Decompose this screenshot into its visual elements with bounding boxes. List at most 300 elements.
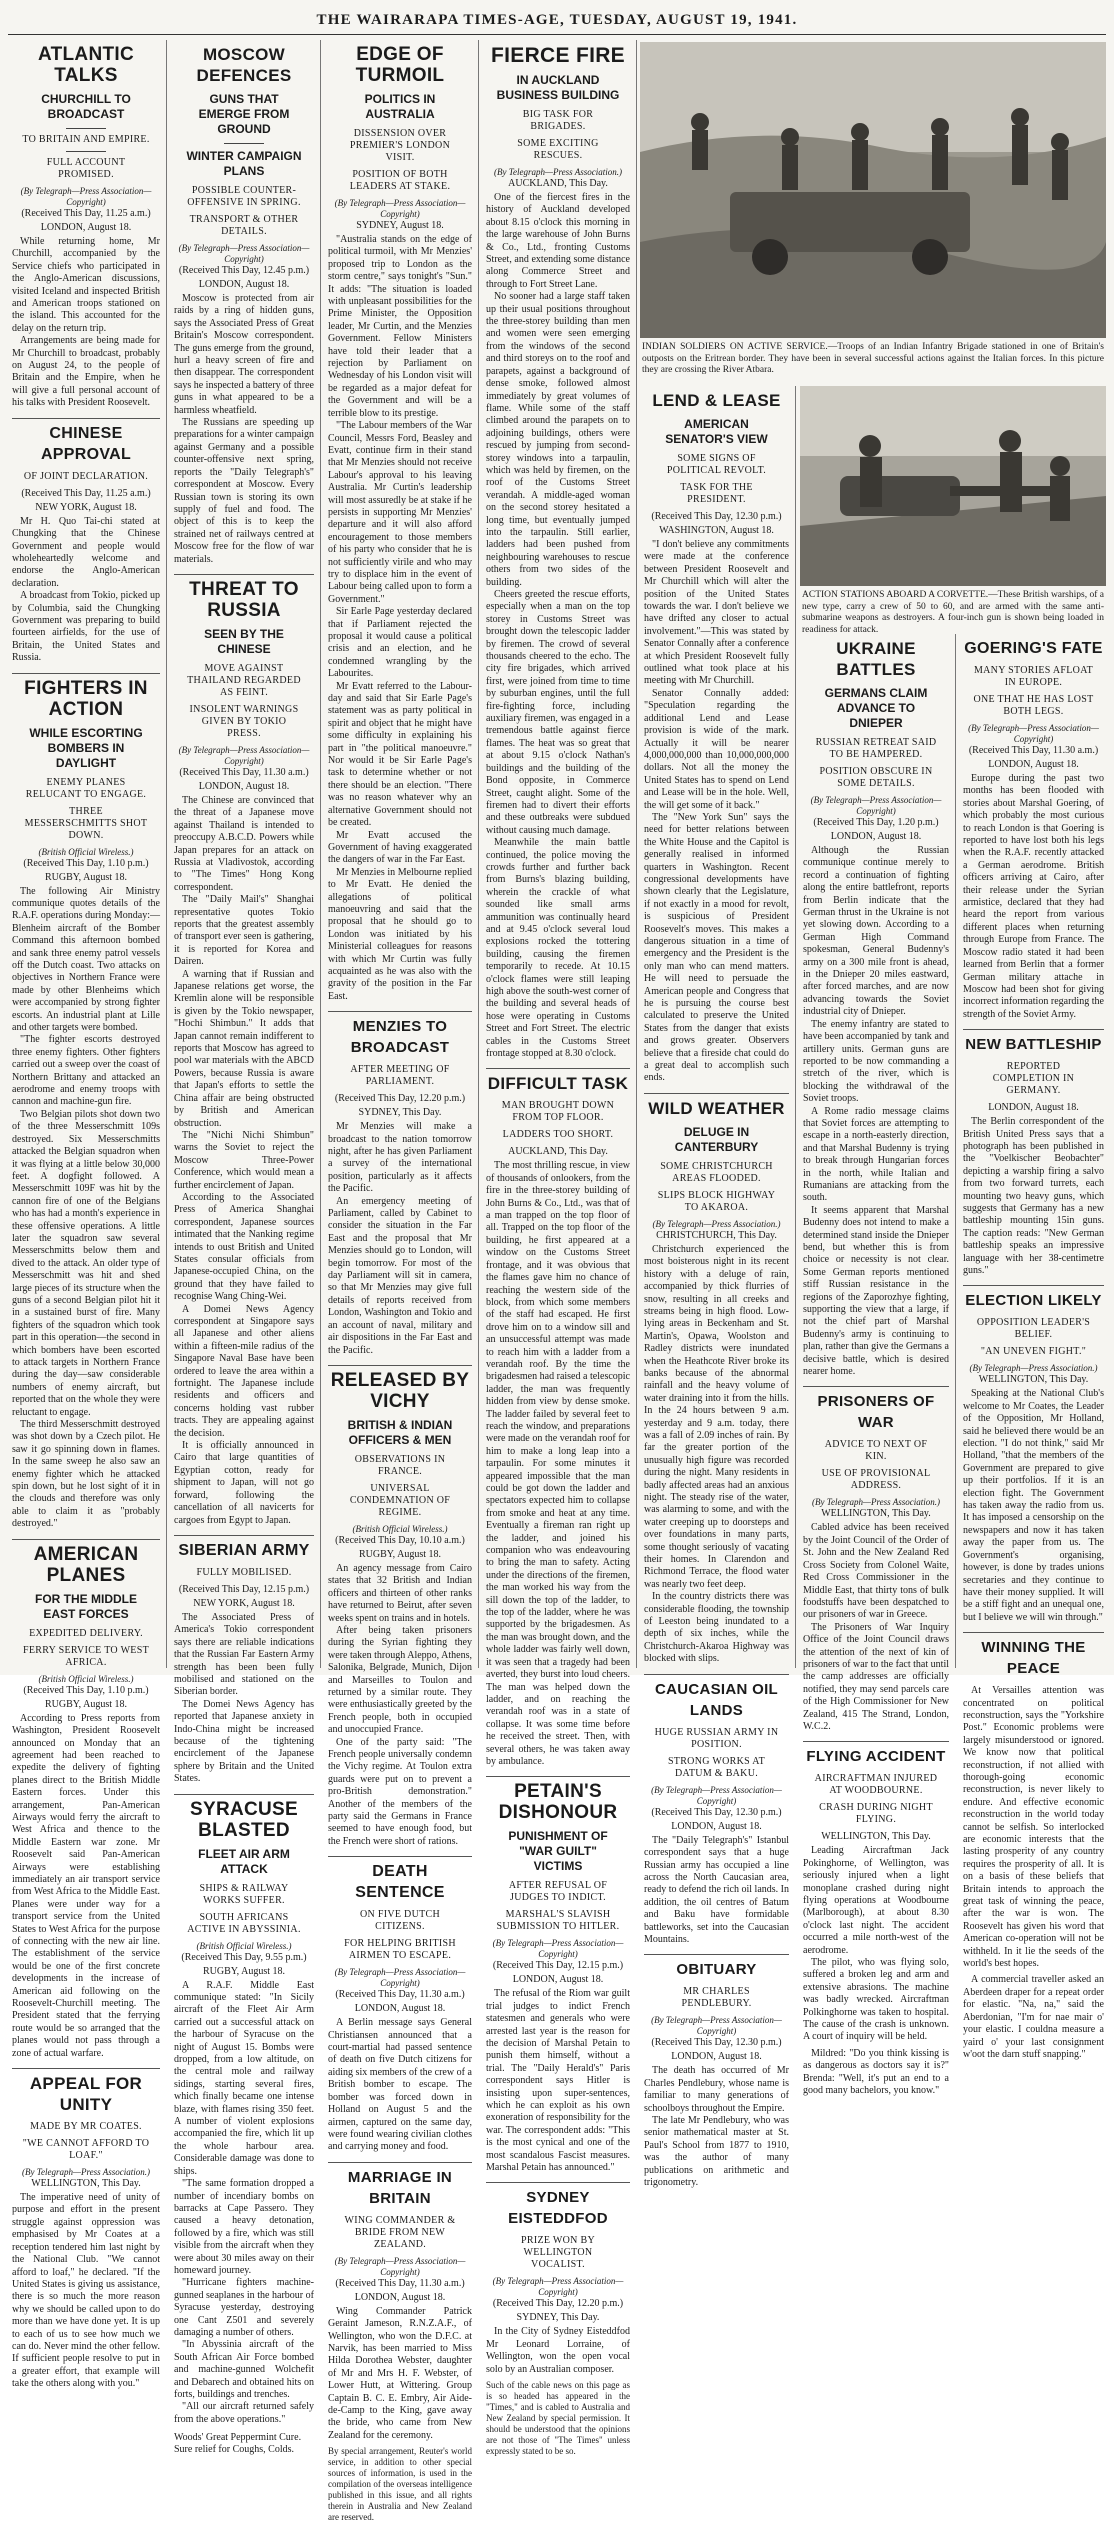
- subheading: BRITISH & INDIAN OFFICERS & MEN: [347, 1417, 453, 1447]
- headline: DIFFICULT TASK: [487, 1074, 629, 1094]
- article-separator: [12, 1539, 160, 1540]
- article-separator: [644, 1093, 789, 1094]
- paragraph: "The Labour members of the War Council, Messrs Ford, Beasley and Evatt, continue firm in their stand that Mr Menzies should not receive Labour's approval to his leaving Australia. Mr Curtin's leadership will most assuredly be at stake if he persists in supporting Mr Menzies' departure and it will also afford encouragement to those members of his party who consider that he is not sufficiently virile and who may try to displace him in the event of Labour being called upon to form a Government.": [328, 420, 472, 605]
- headline: SYRACUSE BLASTED: [190, 1798, 298, 1841]
- subheading: MARSHAL'S SLAVISH SUBMISSION TO HITLER.: [496, 1909, 620, 1933]
- headline: MENZIES TO BROADCAST: [350, 1018, 450, 1057]
- headline: MOSCOW DEFENCES: [196, 45, 292, 85]
- subheading: CHURCHILL TO BROADCAST: [41, 92, 131, 121]
- paragraph: "All our aircraft returned safely from the above operations.": [174, 2401, 314, 2425]
- credit-line: (By Telegraph—Press Association—Copyright): [810, 795, 942, 816]
- paragraph: In the country districts there was considerable flooding, the township of Leeston being inundated to a depth of six inches, while the Christchurch-Akaroa Highway was blocked with slips.: [644, 1591, 789, 1665]
- credit-line: (By Telegraph—Press Association—Copyright): [651, 2015, 782, 2037]
- footnote: Such of the cable news on this page as is so headed has appeared in the "Times," and is cabled to Australia and New Zealand by special permission. It should be understood that the opinions are not those of "The Times" unless expressly stated to be so.: [486, 2380, 630, 2457]
- headline: LEND & LEASE: [652, 391, 781, 410]
- paragraph: Cabled advice has been received by the Joint Council of the Order of St. John and the New Zealand Red Cross Society from Colonel Waite, Red Cross Commissioner in the Middle East, that thirty tons of bulk foodstuffs have been despatched to our prisoners of war in Greece.: [803, 1522, 949, 1621]
- paragraph: The third Messerschmitt destroyed was shot down by a Czech pilot. He saw it go spinning down in flames. In the same sweep he also saw an enemy fighter which he attacked spin down, but he lost sight of it in the clouds and therefore was only able to claim it as "probably destroyed.": [12, 1419, 160, 1530]
- article-separator: [963, 1632, 1104, 1633]
- received-line: (Received This Day, 1.20 p.m.): [813, 817, 939, 828]
- credit-line: (By Telegraph—Press Association.): [22, 2167, 150, 2178]
- headline: SYDNEY EISTEDDFOD: [508, 2189, 608, 2228]
- paragraph: The Domei News Agency has reported that Japanese anxiety in Indo-China might be increased because of the tightening encirclement of the Japanese sphere by Britain and the United States.: [174, 1698, 314, 1785]
- paragraph: The "Daily Mail's" Shanghai representative quotes Tokio reports that the greatest assembly of transport ever seen is gathering, it is reported for Korea and Dairen.: [174, 894, 314, 968]
- subheading: IN AUCKLAND BUSINESS BUILDING: [496, 73, 620, 102]
- subheading: "AN UNEVEN FIGHT.": [980, 1346, 1087, 1358]
- column-rule: [478, 40, 479, 1668]
- headline: FIGHTERS IN ACTION: [24, 677, 148, 720]
- column-rule: [795, 386, 796, 1668]
- dateline: RUGBY, August 18.: [44, 871, 128, 883]
- paragraph: At Versailles attention was concentrated on political reconstruction, says the "Yorkshire Post." Economic problems were largely misunderstood or ignored. We know now that political reconstruction, if not allied with thorough-going economic reconstruction, is never likely to endure. And effective economic reconstruction in the world today cannot be selfish. So interlocked are economic interests that the lasting prosperity of any country requires the prosperity of all. It is on a basis of these beliefs that Britain intends to approach the great task of winning the peace, after the war is won. The Roosevelt has given his word that American co-operation will not be withheld. In it lie the seeds of the world's best hopes.: [963, 1685, 1104, 1970]
- paragraph: The imperative need of unity of purpose and effort in the present struggle against oppression was emphasised by Mr Coates at a reception tendered him last night by the National Club. "We cannot afford to loaf," he declared. "If the United States is giving us assistance, there is so much the more reason why we should be called upon to do more than we have done yet. It is up to each of us to see how much we can do. Never mind the other fellow. If sufficient people resolve to put in a greater effort, that example will take the others along with you.": [12, 2192, 160, 2390]
- paragraph: Christchurch experienced the most boisterous night in its recent history with a deluge of rain, accompanied by thick flurries of snow, resulting in all creeks and streams being in high flood. Low-lying areas in Beckenham and St. Martin's, Opawa, Woolston and Radley districts were inundated when the Heathcote River broke its banks because of the abnormal rainfall and the heavy volume of water draining into it from the hills. In the 24 hours between 9 a.m. yesterday and 9 a.m. today, there was a fall of 2.09 inches of rain. By far the greater portion of the unusually high figure was recorded during the night. Many residents in badly affected areas had an anxious night. The steady rise of the water, was alarming to some, and with the water creeping up to doorsteps and over foundations in many parts, some thought seriously of vacating their homes. In Clarendon and Richmond Terrace, the flood water was nearly two feet deep.: [644, 1243, 789, 1590]
- paragraph: Mr Menzies will make a broadcast to the nation tomorrow night, after he has given Parliament a survey of the international position, particularly as it affects the Pacific.: [328, 1121, 472, 1195]
- credit-line: (By Telegraph—Press Association.): [812, 1497, 940, 1508]
- credit-line: (By Telegraph—Press Association.): [494, 167, 622, 177]
- paragraph: A warning that if Russian and Japanese relations get worse, the Kremlin alone will be responsible is given by the Tokio newspaper, "Hochi Shimbun." It adds that Japan cannot remain indifferent to reports that Moscow has agreed to pool war materials with the ABCD Powers, because Russia is aware that Japan's efforts to settle the China affair are being obstructed by British and American obstruction.: [174, 968, 314, 1129]
- dateline: LONDON, August 18.: [671, 1820, 762, 1832]
- headline: FLYING ACCIDENT: [806, 1748, 946, 1766]
- paragraph: While returning home, Mr Churchill, accompanied by the Service chiefs who participated in the Anglo-American discussions, visited Iceland and inspected British and American troops stationed on the island. This accounted for the delay on the return trip.: [12, 236, 160, 334]
- article-flying-accident: [803, 1746, 949, 2097]
- paragraph: The death has occurred of Mr Charles Pendlebury, whose name is familiar to many generations of schoolboys throughout the Empire.: [644, 2065, 789, 2114]
- paragraph: The Russians are speeding up preparations for a winter campaign against Germany and a possible counter-offensive next spring, reports the "Daily Telegraph's" correspondent at Moscow. Every Russian town is storing its own supply of fuel and food. The object of this is to keep the strained net of railways centred at Moscow free for the flow of war materials.: [174, 417, 314, 565]
- paragraph: The following Air Ministry communique quotes details of the R.A.F. operations during Monday:—Blenheim aircraft of the Bomber Command this afternoon bombed and sank three enemy patrol vessels off the Dutch coast. Two attacks on objectives in Northern France were made by other Blenheims which were accompanied by strong fighter escorts. An industrial plant at Lille and other targets were bombed.: [12, 885, 160, 1034]
- divider: [66, 151, 106, 152]
- subheading: RUSSIAN RETREAT SAID TO BE HAMPERED.: [815, 737, 937, 760]
- paragraph: Mr Evatt referred to the Labour-day and said that Sir Earle Page's statement was as party political in spirit and object that he might have some difficulty in explaining his part in "the political manoeuvre." Nor would it be Sir Earle Page's task to determine whether or not there should be an election. "There was no reason whatever why an alternative Government should not be created.: [328, 680, 472, 829]
- dateline: RUGBY, August 18.: [202, 1965, 286, 1977]
- subheading: AFTER REFUSAL OF JUDGES TO INDICT.: [508, 1880, 608, 1904]
- paragraph: The Prisoners of War Inquiry Office of the Joint Council draws the attention of the next of kin of prisoners of war to the fact that until the camp addresses are officially notified, they may send parcels care of the High Commissioner for New Zealand, 415 The Strand, London, W.C.2.: [803, 1621, 949, 1732]
- column-1: [8, 40, 164, 2390]
- paragraph: "The same formation dropped a number of incendiary bombs on barracks at Cape Passero. They caused a heavy detonation, followed by a fire, which was still visible from the aircraft when they were about 30 miles away on their homeward journey.: [174, 2178, 314, 2276]
- article-election-likely: [963, 1290, 1104, 1624]
- subheading: SOUTH AFRICANS ACTIVE IN ABYSSINIA.: [187, 1911, 301, 1935]
- subheading: WHILE ESCORTING BOMBERS IN DAYLIGHT: [29, 725, 143, 770]
- article-separator: [803, 1386, 949, 1387]
- headline: CAUCASIAN OIL LANDS: [654, 1680, 779, 1719]
- headline: MARRIAGE IN BRITAIN: [347, 2168, 453, 2207]
- paragraph: The pilot, who was flying solo, suffered a broken leg and arm and extensive abrasions. The machine was badly wrecked. Aircraftman Polkinghorne was taken to hospital. The cause of the crash is unknown. A court of inquiry will be held.: [803, 1957, 949, 2043]
- article-separator: [174, 574, 314, 575]
- article-separator: [328, 2162, 472, 2163]
- dateline: LONDON, August 18.: [830, 831, 922, 842]
- received-line: (Received This Day, 12.20 p.m.): [334, 1093, 466, 1105]
- headline: PETAIN'S DISHONOUR: [498, 1781, 618, 1824]
- subheading: MADE BY MR COATES.: [30, 2121, 142, 2133]
- article-threat-to-russia: [174, 579, 314, 1527]
- article-winning-the-peace: [963, 1637, 1104, 2061]
- received-line: (Received This Day, 11.30 a.m.): [335, 2277, 465, 2289]
- dateline: WELLINGTON, This Day.: [821, 1831, 931, 1843]
- paragraph: "Hurricane fighters machine-gunned seaplanes in the harbour of Syracuse yesterday, destroying one Cant Z501 and severely damaging a number of others.: [174, 2277, 314, 2338]
- headline: CHINESE APPROVAL: [40, 424, 132, 463]
- dateline: WELLINGTON, This Day.: [31, 2178, 141, 2190]
- column-rule: [636, 40, 637, 1668]
- article-separator: [328, 1011, 472, 1012]
- article-separator: [803, 1741, 949, 1742]
- headline: ELECTION LIKELY: [965, 1292, 1102, 1310]
- subheading: FULL ACCOUNT PROMISED.: [46, 157, 126, 180]
- subheading: MANY STORIES AFLOAT IN EUROPE.: [973, 665, 1094, 688]
- dateline: WELLINGTON, This Day.: [978, 1374, 1089, 1386]
- subheading: ON FIVE DUTCH CITIZENS.: [359, 1909, 440, 1933]
- paragraph: A Domei News Agency correspondent at Singapore says all Japanese and other aliens within a fifteen-mile radius of the Singapore Naval Base have been ordered to leave the area within a fortnight. The Japanese include residents and officers and concerns holding vast rubber tracts. They are appealing against the decision.: [174, 1303, 314, 1439]
- credit-line: (By Telegraph—Press Association—Copyright): [334, 1967, 466, 1989]
- article-separator: [328, 1365, 472, 1366]
- credit-line: (By Telegraph—Press Association—Copyright): [651, 1784, 782, 1806]
- headline: NEW BATTLESHIP: [965, 1036, 1102, 1054]
- article-lend-and-lease: [644, 390, 789, 1085]
- dateline: LONDON, August 18.: [40, 222, 132, 233]
- paragraph: The late Mr Pendlebury, who was senior mathematical master at St. Paul's School from 1877 to 1910, was the author of many publications on arithmetic and trigonometry.: [644, 2114, 789, 2188]
- article-death-sentence: [328, 1861, 472, 2153]
- headline: SIBERIAN ARMY: [178, 1541, 310, 1559]
- column-4: [482, 40, 634, 2457]
- subheading: TRANSPORT & OTHER DETAILS.: [189, 214, 299, 237]
- dateline: WELLINGTON, This Day.: [821, 1508, 931, 1520]
- paragraph: One of the party said: "The French people universally condemn the Vichy regime. At Toulon extra guards were put on to prevent a pro-British demonstration." Another of the members of the party said the Germans in France seemed to have enough food, but the French were short of rations.: [328, 1736, 472, 1847]
- received-line: (Received This Day, 12.15 p.m.): [492, 1960, 624, 1972]
- paragraph: A R.A.F. Middle East communique stated: "In Sicily aircraft of the Fleet Air Arm carried out a successful attack on the harbour of Syracuse on the night of August 15. Bombs were dropped, from a low altitude, on the central mole and railway sidings, starting several fires, which finally became one intense blaze, with flames rising 350 feet. A number of violent explosions accompanied the fire, which lit up the whole harbour area. Considerable damage was done to ships.: [174, 1979, 314, 2177]
- article-separator: [644, 1954, 789, 1955]
- paragraph: Senator Connally added: "Speculation regarding the additional Lend and Lease provision is wide of the mark. Actually it will be nearer 4,000,000,000 than 10,000,000,000 dollars. Not all the money the United States has to spend on Lend and Lease will be in the hole. Well, the will get some of it back.": [644, 687, 789, 811]
- paragraph: No sooner had a large staff taken up their usual positions throughout the three-storey building than men and women were seen emerging from the windows of the second and third storeys on to the roof and parapets, against a background of dense smoke, followed almost immediately by great volumes of flame. While some of the staff climbed around the parapets on to adjoining buildings, others were rescued by jumping from second-storey windows into a tarpaulin, which was held by firemen, on the roof of the Customs Street verandah. A middle-aged woman on the second storey hesitated a long time, but eventually jumped into the tarpaulin. Still earlier, ladders had been pushed from neighbouring warehouses to rescue others from two sides of the building.: [486, 291, 630, 588]
- photo-indian-soldiers: [640, 42, 1106, 338]
- subheading: SOME CHRISTCHURCH AREAS FLOODED.: [660, 1160, 773, 1184]
- photo-caption: INDIAN SOLDIERS ON ACTIVE SERVICE.—Troops of an Indian Infantry Brigade stationed in one of Britain's outposts on the Eritrean border. They have been in several successful actions against the Italian forces. In this picture they are crossing the River Atbara.: [642, 342, 1104, 375]
- column-7: [959, 634, 1108, 2060]
- received-line: (Received This Day, 12.20 p.m.): [492, 2298, 624, 2310]
- credit-line: (British Official Wireless.): [38, 1673, 134, 1684]
- paragraph: The refusal of the Riom war guilt trial judges to indict French statesmen and generals who were arrested last year is the reason for the decision of Marshal Petain to punish them himself, without a trial. The "Daily Herald's" Paris correspondent says Hitler is insisting upon super-sentences, which he can exploit as his own exoneration of responsibility for the war. The correspondent adds: "This is the most cynical and one of the most scandalous Fascist measures. Marshal Petain has announced.": [486, 1988, 630, 2174]
- dateline: NEW YORK, August 18.: [35, 501, 137, 513]
- subheading: TO BRITAIN AND EMPIRE.: [22, 134, 150, 145]
- received-line: (Received This Day, 12.30 p.m.): [651, 1806, 782, 1818]
- article-sydney-eisteddfod: [486, 2187, 630, 2457]
- credit-line: (British Official Wireless.): [352, 1523, 448, 1534]
- paragraph: One of the fiercest fires in the history of Auckland developed about 8.15 o'clock this morning in the large warehouse of John Burns & Co., Ltd., fronting Customs Street, and extending some distance along Commerce Street and through to Fort Street Lane.: [486, 192, 630, 290]
- subheading: EXPEDITED DELIVERY.: [29, 1627, 143, 1639]
- subheading: SLIPS BLOCK HIGHWAY TO AKAROA.: [657, 1189, 776, 1213]
- credit-line: (British Official Wireless.): [196, 1940, 292, 1951]
- article-difficult-task: [486, 1073, 630, 1768]
- article-goerings-fate: [963, 638, 1104, 1021]
- column-3: [324, 40, 476, 2523]
- paragraph: A Berlin message says General Christiansen announced that a court-martial had passed sentence of death on five Dutch citizens for aiding six members of the crew of a British bomber to escape. The bomber was forced down in Holland on August 5 and the airmen, captured on the same day, were found wearing civilian clothes and carrying money and food.: [328, 2017, 472, 2153]
- paragraph: Arrangements are being made for Mr Churchill to broadcast, probably on August 24, to the people of Britain and the Empire, when he will give a full personal account of his talks with President Roosevelt.: [12, 335, 160, 409]
- photo-indian-soldiers-image: [640, 42, 1106, 338]
- dateline: LONDON, August 18.: [671, 2051, 762, 2063]
- article-separator: [963, 1029, 1104, 1030]
- credit-line: (By Telegraph—Press Association—Copyright): [968, 723, 1099, 744]
- headline: ATLANTIC TALKS: [38, 44, 134, 86]
- article-separator: [174, 1535, 314, 1536]
- dateline: SYDNEY, This Day.: [516, 2312, 600, 2324]
- paragraph: A Rome radio message claims that Soviet forces are attempting to escape in a north-easterly direction, and that Marshal Budenny is trying to break through Hungarian forces in the north, while Italian and Rumanians are attacking from the south.: [803, 1105, 949, 1204]
- subheading: DISSENSION OVER PREMIER'S LONDON VISIT.: [349, 128, 451, 163]
- subheading: WING COMMANDER & BRIDE FROM NEW ZEALAND.: [344, 2214, 456, 2250]
- article-petains-dishonour: [486, 1781, 630, 2174]
- subheading: MAN BROUGHT DOWN FROM TOP FLOOR.: [501, 1100, 615, 1124]
- paragraph: Wing Commander Patrick Geraint Jameson, R.N.Z.A.F., of Wellington, who won the D.F.C. at Narvik, has been married to Miss Hilda Dorothea Webster, daughter of Mr and Mrs H. F. Webster, of Lower Hutt, at Wittering. Group Captain B. C. E. Embry, Air Aide-de-Camp to the King, gave away the bride, who came from New Zealand for the ceremony.: [328, 2305, 472, 2441]
- credit-line: (By Telegraph—Press Association—Copyright): [492, 2276, 624, 2298]
- paragraph: An agency message from Cairo states that 32 British and Indian officers and thirteen of other ranks have returned to Beirut, after seven weeks spent on trains and in hotels.: [328, 1562, 472, 1624]
- masthead: THE WAIRARAPA TIMES-AGE, TUESDAY, AUGUST 19, 1941.: [316, 12, 798, 28]
- received-line: (Received This Day, 1.10 p.m.): [23, 1684, 149, 1696]
- subheading: BIG TASK FOR BRIGADES.: [522, 109, 594, 132]
- paragraph: The "Nichi Nichi Shimbun" warns the Soviet to reject the Moscow Three-Power Conference, which would mean a further encirclement of Japan.: [174, 1129, 314, 1191]
- received-line: (Received This Day, 12.45 p.m.): [178, 265, 310, 276]
- paragraph: An emergency meeting of Parliament, called by Cabinet to consider the situation in the Far East and the proposal that Mr Menzies should go to London, will begin tomorrow. For most of the day Parliament will sit in camera, so that Mr Menzies may give full details of reports received from London, Washington and Tokio and an account of naval, military and air dispositions in the Far East and the Pacific.: [328, 1195, 472, 1356]
- headline: FIERCE FIRE: [491, 44, 625, 67]
- credit-line: (By Telegraph—Press Association—Copyright): [334, 198, 466, 219]
- dateline: LONDON, August 18.: [354, 2003, 446, 2015]
- article-separator: [486, 1776, 630, 1777]
- credit-line: (By Telegraph—Press Association—Copyright): [20, 186, 152, 207]
- column-rule: [166, 40, 167, 1668]
- subheading: WINTER CAMPAIGN PLANS: [186, 149, 302, 178]
- dateline: RUGBY, August 18.: [358, 1548, 442, 1560]
- dateline: WASHINGTON, August 18.: [659, 525, 774, 536]
- article-obituary: [644, 1959, 789, 2189]
- received-line: (Received This Day, 9.55 p.m.): [181, 1951, 307, 1963]
- article-separator: [12, 418, 160, 419]
- paragraph: Sir Earle Page yesterday declared that if Parliament rejected the proposal it would cause a political crisis and an election, and he condemned wrangling by the Labourites.: [328, 606, 472, 680]
- dateline: CHRISTCHURCH, This Day.: [656, 1229, 777, 1241]
- article-separator: [963, 1285, 1104, 1286]
- received-line: (Received This Day, 10.10 a.m.): [335, 1534, 465, 1546]
- paragraph: Mildred: "Do you think kissing is as dangerous as doctors say it is?" Brenda: "Well, it's put an end to a good many bachelors, you know.": [803, 2047, 949, 2097]
- credit-line: (By Telegraph—Press Association—Copyright): [334, 2255, 466, 2277]
- headline: WINNING THE PEACE: [981, 1639, 1086, 1678]
- received-line: (Received This Day, 11.30 a.m.): [179, 766, 309, 778]
- received-line: (Received This Day, 12.30 p.m.): [651, 511, 782, 522]
- subheading: SOME SIGNS OF POLITICAL REVOLT.: [666, 453, 767, 476]
- subheading: STRONG WORKS AT DATUM & BAKU.: [667, 1755, 766, 1779]
- article-separator: [328, 1856, 472, 1857]
- subheading: GUNS THAT EMERGE FROM GROUND: [198, 92, 290, 136]
- headline: THREAT TO RUSSIA: [189, 578, 299, 621]
- subheading: "WE CANNOT AFFORD TO LOAF.": [22, 2138, 150, 2162]
- subheading: POSSIBLE COUNTER-OFFENSIVE IN SPRING.: [187, 185, 301, 208]
- headline: UKRAINE BATTLES: [836, 639, 916, 679]
- subheading: FULLY MOBILISED.: [196, 1566, 292, 1578]
- subheading: AMERICAN SENATOR'S VIEW: [665, 417, 768, 446]
- paragraph: In the City of Sydney Eisteddfod Mr Leonard Lorraine, of Wellington, won the open vocal solo by an Australian composer.: [486, 2326, 630, 2375]
- dateline: AUCKLAND, This Day.: [508, 1146, 608, 1158]
- paragraph: A commercial traveller asked an Aberdeen draper for a repeat order for elastic. "Na, na," said the Aberdonian, "I'm for nae mair o' your elastic. I couldna measure a yaird o' your last consignment w'oot the darn stuff snapping.": [963, 1974, 1104, 2060]
- headline: DEATH SENTENCE: [355, 1863, 445, 1902]
- footnote: By special arrangement, Reuter's world service, in addition to other special sources of information, is used in the compilation of the overseas intelligence published in this issue, and all rights therein in Australia and New Zealand are reserved.: [328, 2446, 472, 2523]
- headline: WILD WEATHER: [648, 1098, 785, 1118]
- subheading: OF JOINT DECLARATION.: [23, 470, 149, 482]
- subheading: LADDERS TOO SHORT.: [502, 1129, 614, 1141]
- paragraph: Mr Evatt accused the Government of having exaggerated the dangers of war in the Far East.: [328, 829, 472, 866]
- paragraph: Cheers greeted the rescue efforts, especially when a man on the top storey in Customs Street was brought down the telescopic ladder by firemen. The crowd of several thousands cheered to the echo. The city fire brigades, which arrived first, were joined from time to time by suburban engines, until the full fire-fighting force, including auxiliary firemen, was engaged in a tremendous battle against fierce flames. The heat was so great that at about 9.15 o'clock Nathan's buildings and the building of the Bond opposite, in Commerce Street, caught alight. Some of the firemen had to divert their efforts and these outbreaks were subdued without causing much damage.: [486, 589, 630, 836]
- headline: PRISONERS OF WAR: [817, 1393, 935, 1432]
- received-line: (Received This Day, 11.25 a.m.): [21, 208, 151, 219]
- article-fierce-fire: [486, 44, 630, 1060]
- subheading: UNIVERSAL CONDEMNATION OF REGIME.: [349, 1482, 451, 1518]
- column-6: [799, 634, 953, 2097]
- divider: [66, 128, 106, 129]
- subheading: AFTER MEETING OF PARLIAMENT.: [350, 1064, 450, 1088]
- column-rule: [320, 40, 321, 1668]
- paragraph: The Associated Press of America's Tokio correspondent says there are reliable indications that the Russian Far Eastern Army strength has been been fully mobilised and stationed on the Siberian border.: [174, 1611, 314, 1698]
- paragraph: Moscow is protected from air raids by a ring of hidden guns, says the Associated Press of Great Britain's Moscow correspondent. The guns emerge from the ground, hurl a heavy screen of fire and then disappear. The correspondent says he inspected a battery of three guns in what appeared to be a harmless wheatfield.: [174, 293, 314, 416]
- paragraph: Speaking at the National Club's welcome to Mr Coates, the Leader of the Opposition, Mr Holland, said he believed there would be an election. "I do not think," said Mr Holland, "that the members of the Government are prepared to give up their portfolios. If it is an election fight. The Government has taken away the radio from us. It has imposed a censorship on the newspapers and now it has taken away the paper from us. The Government's organising, however, is done by trades unions secretaries and they continue to have their money supplied. It will be a stiff fight and an unequal one, but I believe we will win through.": [963, 1388, 1104, 1623]
- subheading: SEEN BY THE CHINESE: [204, 626, 284, 656]
- subheading: ENEMY PLANES RELUCANT TO ENGAGE.: [25, 776, 147, 800]
- subheading: REPORTED COMPLETION IN GERMANY.: [992, 1061, 1075, 1097]
- dateline: NEW YORK, August 18.: [193, 1597, 295, 1609]
- article-separator: [174, 1794, 314, 1795]
- credit-line: (By Telegraph—Press Association—Copyright): [178, 243, 310, 264]
- paragraph: Meanwhile the main battle continued, the police moving the crowds further and further back from Burns's blazing building, wherein the crackle of what sounded like small arms ammunition was continually heard and at 9.45 o'clock several loud explosions rocked the tottering building, causing the firemen temporarily to recede. At 10.15 o'clock flames were still leaping high above the south-west corner of the building and several heads of hose were operating in Customs Street and Fort Street. The electric cables in the Customs Street frontage stopped at 8.30 o'clock.: [486, 837, 630, 1060]
- photo-caption: ACTION STATIONS ABOARD A CORVETTE.—These British warships, of a new type, carry a crew of 50 to 60, and are armed with the same anti-submarine weapons as destroyers. A four-inch gun is shown being loaded in readiness for attack.: [802, 590, 1104, 635]
- paragraph: The "New York Sun" says the need for better relations between the White House and the Capitol is generally realised in informed quarters in Washington. Recent congressional developments have shown clearly that the Legislature, if not exactly in a mood for revolt, is suspicious of President Roosevelt's moves. This makes a dangerous situation in a time of emergency and the President is the only man who can mend matters. He will need to persuade the American people and Congress that he is pursuing the course best calculated to preserve the United States from the danger that exists and grows greater. Observers believe that a fireside chat could do a great deal to accomplish such ends.: [644, 811, 789, 1084]
- paragraph: It seems apparent that Marshal Budenny does not intend to make a determined stand inside the Dnieper bend, but whether this is from choice or necessity is not clear. Some German reports mentioned stiff Russian resistance in the regions of the Zaporozhye fighting, supporting the view that a large, if not the chief part of Marshal Budenny's army is continuing to plan, rather than give the Germans a decisive battle, which is desired nearer home.: [803, 1204, 949, 1378]
- article-new-battleship: [963, 1034, 1104, 1277]
- article-separator: [12, 2068, 160, 2069]
- dateline: LONDON, August 18.: [988, 1102, 1079, 1114]
- paragraph: The Chinese are convinced that the threat of a Japanese move against Thailand is intended to preoccupy A.B.C.D. Powers while Japan prepares for an attack on Russia at Vladivostok, according to "The Times" Hong Kong correspondent.: [174, 794, 314, 893]
- paragraph: Mr Menzies in Melbourne replied to Mr Evatt. He denied the allegations of political manoeuvring and said that the proposal that he should go to London was initiated by his Ministerial colleagues for reasons with which Mr Curtin was fully acquainted as he was also with the gravity of the position in the Far East.: [328, 866, 472, 1002]
- credit-line: (By Telegraph—Press Association.): [969, 1363, 1098, 1374]
- subheading: USE OF PROVISIONAL ADDRESS.: [821, 1468, 931, 1492]
- received-line: (Received This Day, 11.25 a.m.): [21, 487, 151, 499]
- dateline: LONDON, August 18.: [512, 1974, 604, 1986]
- subheading: SOME EXCITING RESCUES.: [517, 138, 599, 161]
- dateline: LONDON, August 18.: [354, 2291, 446, 2303]
- article-moscow-defences: [174, 44, 314, 566]
- headline: APPEAL FOR UNITY: [29, 2074, 143, 2115]
- article-fighters-in-action: [12, 678, 160, 1531]
- article-syracuse-blasted: [174, 1799, 314, 2457]
- subheading: ONE THAT HE HAS LOST BOTH LEGS.: [973, 694, 1094, 717]
- subheading: INSOLENT WARNINGS GIVEN BY TOKIO PRESS.: [189, 703, 299, 739]
- credit-line: (By Telegraph—Press Association—Copyright): [492, 1938, 624, 1960]
- subheading: POSITION OBSCURE IN SOME DETAILS.: [819, 766, 933, 789]
- subheading: GERMANS CLAIM ADVANCE TO DNIEPER: [824, 686, 928, 730]
- paragraph: Leading Aircraftman Jack Pokinghorne, of Wellington, was seriously injured when a light monoplane crashed during night flying operations at Woodbourne (Marlborough), at about 8.30 o'clock last night. The accident occurred a mile north-west of the aerodrome.: [803, 1845, 949, 1956]
- article-prisoners-of-war: [803, 1391, 949, 1733]
- column-5: [640, 386, 793, 2188]
- received-line: (Received This Day, 11.30 a.m.): [335, 1989, 465, 2001]
- subheading: SHIPS & RAILWAY WORKS SUFFER.: [199, 1882, 289, 1906]
- paragraph: According to Press reports from Washington, President Roosevelt announced on Monday that an agreement had been reached to expedite the delivery of fighting planes direct to the British Middle Eastern forces. Under this arrangement, Pan-American Airways would ferry the aircraft to West Africa and thence to the Middle Eastern war zone. Mr Roosevelt said Pan-American Airways were establishing immediately an air transport service from West Africa to the Middle East. Planes were under way for a transport service from the United States to West Africa for the purpose of connecting with the new air line. The establishment of the service would be one of the first concrete developments in the increase of American aid following on the Roosevelt-Churchill meeting. The President stated that the ferrying route would be so arranged that the planes would not pass through a zone of actual warfare.: [12, 1712, 160, 2059]
- masthead-rule: [8, 34, 1106, 35]
- dateline: SYDNEY, August 18.: [356, 220, 444, 231]
- divider: [224, 143, 264, 144]
- photo-corvette: [800, 386, 1106, 586]
- article-american-planes: [12, 1544, 160, 2060]
- dateline: LONDON, August 18.: [198, 780, 290, 792]
- subheading: CRASH DURING NIGHT FLYING.: [819, 1802, 933, 1826]
- article-separator: [486, 1068, 630, 1069]
- paragraph: The enemy infantry are stated to have been accompanied by tank and artillery units. German guns are reported to be now commanding a stretch of the river, which is blocking the withdrawal of the Soviet troops.: [803, 1018, 949, 1105]
- credit-line: (By Telegraph—Press Association—Copyright): [178, 744, 310, 766]
- dateline: LONDON, August 18.: [988, 759, 1079, 770]
- article-atlantic-talks: [12, 44, 160, 410]
- headline: RELEASED BY VICHY: [330, 1369, 470, 1412]
- paragraph: According to the Associated Press of America Shanghai correspondent, Japanese sources intimated that the Nanking regime intends to oust British and United States consular officials from Japanese-occupied China, on the ground that they have failed to recognise Wang Ching-Wei.: [174, 1191, 314, 1303]
- article-separator: [486, 2182, 630, 2183]
- subheading: AIRCRAFTMAN INJURED AT WOODBOURNE.: [814, 1773, 938, 1797]
- paragraph: The Berlin correspondent of the British United Press says that a photograph has been published in the "Voelkischer Beobachter" depicting a warship firing a salvo from two forward turrets, each mounting two heavy guns, which suggests that Germany has a new battleship mounting 15in guns. The caption reads: "New German battleship speaks an impressive language with her 38-centimetre guns.": [963, 1116, 1104, 1276]
- article-chinese-approval: [12, 423, 160, 665]
- article-caucasian-oil-lands: [644, 1679, 789, 1947]
- dateline: SYDNEY, This Day.: [358, 1107, 442, 1119]
- article-appeal-for-unity: [12, 2073, 160, 2391]
- photo-corvette-image: [800, 386, 1106, 586]
- subheading: FERRY SERVICE TO WEST AFRICA.: [23, 1644, 149, 1668]
- dateline: RUGBY, August 18.: [44, 1698, 128, 1710]
- dateline: LONDON, August 18.: [198, 279, 290, 290]
- headline: AMERICAN PLANES: [33, 1543, 139, 1586]
- dateline: AUCKLAND, This Day.: [508, 178, 608, 189]
- subheading: THREE MESSERSCHMITTS SHOT DOWN.: [24, 805, 148, 841]
- subheading: OPPOSITION LEADER'S BELIEF.: [976, 1317, 1091, 1341]
- subheading: ADVICE TO NEXT OF KIN.: [824, 1439, 928, 1463]
- subheading: MR CHARLES PENDLEBURY.: [681, 1986, 752, 2010]
- subheading: DELUGE IN CANTERBURY: [674, 1124, 759, 1154]
- received-line: (Received This Day, 1.10 p.m.): [23, 857, 149, 869]
- article-menzies-broadcast: [328, 1016, 472, 1357]
- article-separator: [12, 673, 160, 674]
- article-separator: [644, 1674, 789, 1675]
- article-released-by-vichy: [328, 1370, 472, 1848]
- subheading: OBSERVATIONS IN FRANCE.: [354, 1453, 446, 1477]
- column-rule: [955, 634, 956, 1668]
- subheading: POSITION OF BOTH LEADERS AT STAKE.: [349, 169, 451, 192]
- paragraph: "Australia stands on the edge of political turmoil, with Mr Menzies' proposed trip to London as the storm centre," says tonight's "Sun." It adds: "The situation is loaded with unpleasant possibilities for the Prime Minister, the Opposition leader, Mr Curtin, and the Menzies Government. Fellow Ministers have told their leader that a rejection by Parliament on Wednesday of his London visit will be regarded as a major defeat for the Government and will be a terrible blow to its prestige.: [328, 234, 472, 419]
- article-wild-weather: [644, 1098, 789, 1666]
- credit-line: (British Official Wireless.): [38, 846, 134, 857]
- paragraph: Mr H. Quo Tai-chi stated at Chungking that the Chinese Government and people would wholeheartedly welcome and endorse the Anglo-American declaration.: [12, 515, 160, 589]
- headline: OBITUARY: [676, 1961, 757, 1979]
- subheading: MOVE AGAINST THAILAND REGARDED AS FEINT.: [187, 662, 301, 698]
- paragraph: After being taken prisoners during the Syrian fighting they were taken through Aleppo, Athens, Salonika, Belgrade, Munich, Dijon and Marseilles to Toulon and returned by a similar route. They were enthusiastically greeted by the French people, both in occupied and unoccupied France.: [328, 1624, 472, 1736]
- paragraph: The most thrilling rescue, in view of thousands of onlookers, from the fire in the three-storey building of John Burns & Co., Ltd., was that of a man trapped on the top floor of all. Trapped on the top floor of the building, he first appeared at a window on the Customs Street frontage, and it was obvious that the flames gave him no chance of reaching the western side of the block, from which some members of the staff had escaped. He first drove him on to a window sill and an unsuccessful attempt was made to reach him with a ladder from a verandah roof. By the time the brigadesmen had raised a telescopic ladder, the man was frequently hidden from view by dense smoke. The ladder failed by several feet to reach the window, and preparations were made on the verandah roof for him to make a long leap into a tarpaulin. For some minutes it appeared impossible that the man could be got down the ladder and spectators expected him to collapse from smoke and heat at any time. Eventually a fireman ran right up the ladder, and joined his companion who was endeavouring to bring the man to safety. Acting under the directions of the firemen, the man worked his way from the sill down the top of the ladder, to the top of the ladder, where he was supported by the brigadesmen. As the man was brought down, and the whole ladder was fairly well down, it was seen that a tragedy had been averted, they burst into loud cheers. The man was helped down the ladder, and on reaching the verandah roof was in a state of collapse. It was some time before he received the street. Then, with several others, he was taken away by ambulance.: [486, 1160, 630, 1767]
- paragraph: The "Daily Telegraph's" Istanbul correspondent says that a huge Russian army has occupied a line across the North Caucasian area, ready to defend the rich oil lands. In addition, the oil centres of Batum and Baku have formidable battleworks, set into the Caucasian Mountains.: [644, 1834, 789, 1945]
- paragraph: Two Belgian pilots shot down two of the three Messerschmitt 109s destroyed. Six Messerschmitts attacked the Belgian squadron when it was flying at a little below 30,000 feet. A dogfight followed. A Messerschmitt 109F was hit by the cannon fire of one of the Belgians who has had a month's experience in these offensive operations. A little later the squadron saw several Messerschmitts below them and dived to the attack. An older type of Messerschmitt was hit and shed large pieces of its structure when the guns of a second Belgian pilot hit it in a sustained burst of fire. Many fighters of the squadron which took part in this operation—the second in which bombers have been escorted to attack targets in Northern France during the day—saw considerable numbers of enemy aircraft, but reported that on the whole they were reluctant to engage.: [12, 1108, 160, 1418]
- paragraph: A broadcast from Tokio, picked up by Columbia, said the Chungking Government was preparing to build fourteen airfields, for the use of Britain, the United States and Russia.: [12, 590, 160, 664]
- subheading: FLEET AIR ARM ATTACK: [198, 1846, 290, 1876]
- paragraph: "The fighter escorts destroyed three enemy fighters. Other fighters carried out a sweep over the coast of Northern Brittany and attacked an aerodrome and enemy troops with cannon and machine-gun fire.: [12, 1034, 160, 1108]
- credit-line: (By Telegraph—Press Association.): [652, 1218, 781, 1229]
- subheading: POLITICS IN AUSTRALIA: [364, 92, 436, 121]
- subheading: FOR THE MIDDLE EAST FORCES: [35, 1591, 137, 1621]
- advertisement: Woods' Great Peppermint Cure. Sure relief for Coughs, Colds.: [174, 2432, 302, 2456]
- column-2: [170, 40, 318, 2456]
- subheading: PUNISHMENT OF "WAR GUILT" VICTIMS: [508, 1829, 608, 1874]
- article-ukraine-battles: [803, 638, 949, 1378]
- article-siberian-army: [174, 1540, 314, 1786]
- subheading: FOR HELPING BRITISH AIRMEN TO ESCAPE.: [344, 1938, 456, 1962]
- headline: GOERING'S FATE: [964, 640, 1103, 657]
- paragraph: "I don't believe any commitments were made at the conference between President Roosevelt and Mr Churchill which will alter the position of the United States towards the war. I don't believe we have drifted any closer to actual involvement."—This was stated by Senator Connally after a conference at which President Roosevelt fully outlined what took place at his meeting with Mr Churchill.: [644, 539, 789, 687]
- paragraph: "In Abyssinia aircraft of the South African Air Force bombed and machine-gunned Wolchefit and Debarech and obtained hits on forts, buildings and trenches.: [174, 2339, 314, 2400]
- article-marriage-in-britain: [328, 2167, 472, 2523]
- received-line: (Received This Day, 11.30 a.m.): [968, 745, 1099, 756]
- headline: EDGE OF TURMOIL: [355, 44, 445, 86]
- received-line: (Received This Day, 12.30 p.m.): [651, 2037, 782, 2049]
- paragraph: Although the Russian communique continue merely to record a continuation of fighting along the entire battlefront, reports from Berlin indicate that the German thrust in the Ukraine is not yet slowing down. According to a German High Command spokesman, General Budenny's army on a 300 mile front is ahead, in the Dnieper 20 miles eastward, after forced marches, and are now advancing towards the Soviet industrial city of Dnieper.: [803, 845, 949, 1018]
- subheading: HUGE RUSSIAN ARMY IN POSITION.: [654, 1726, 779, 1750]
